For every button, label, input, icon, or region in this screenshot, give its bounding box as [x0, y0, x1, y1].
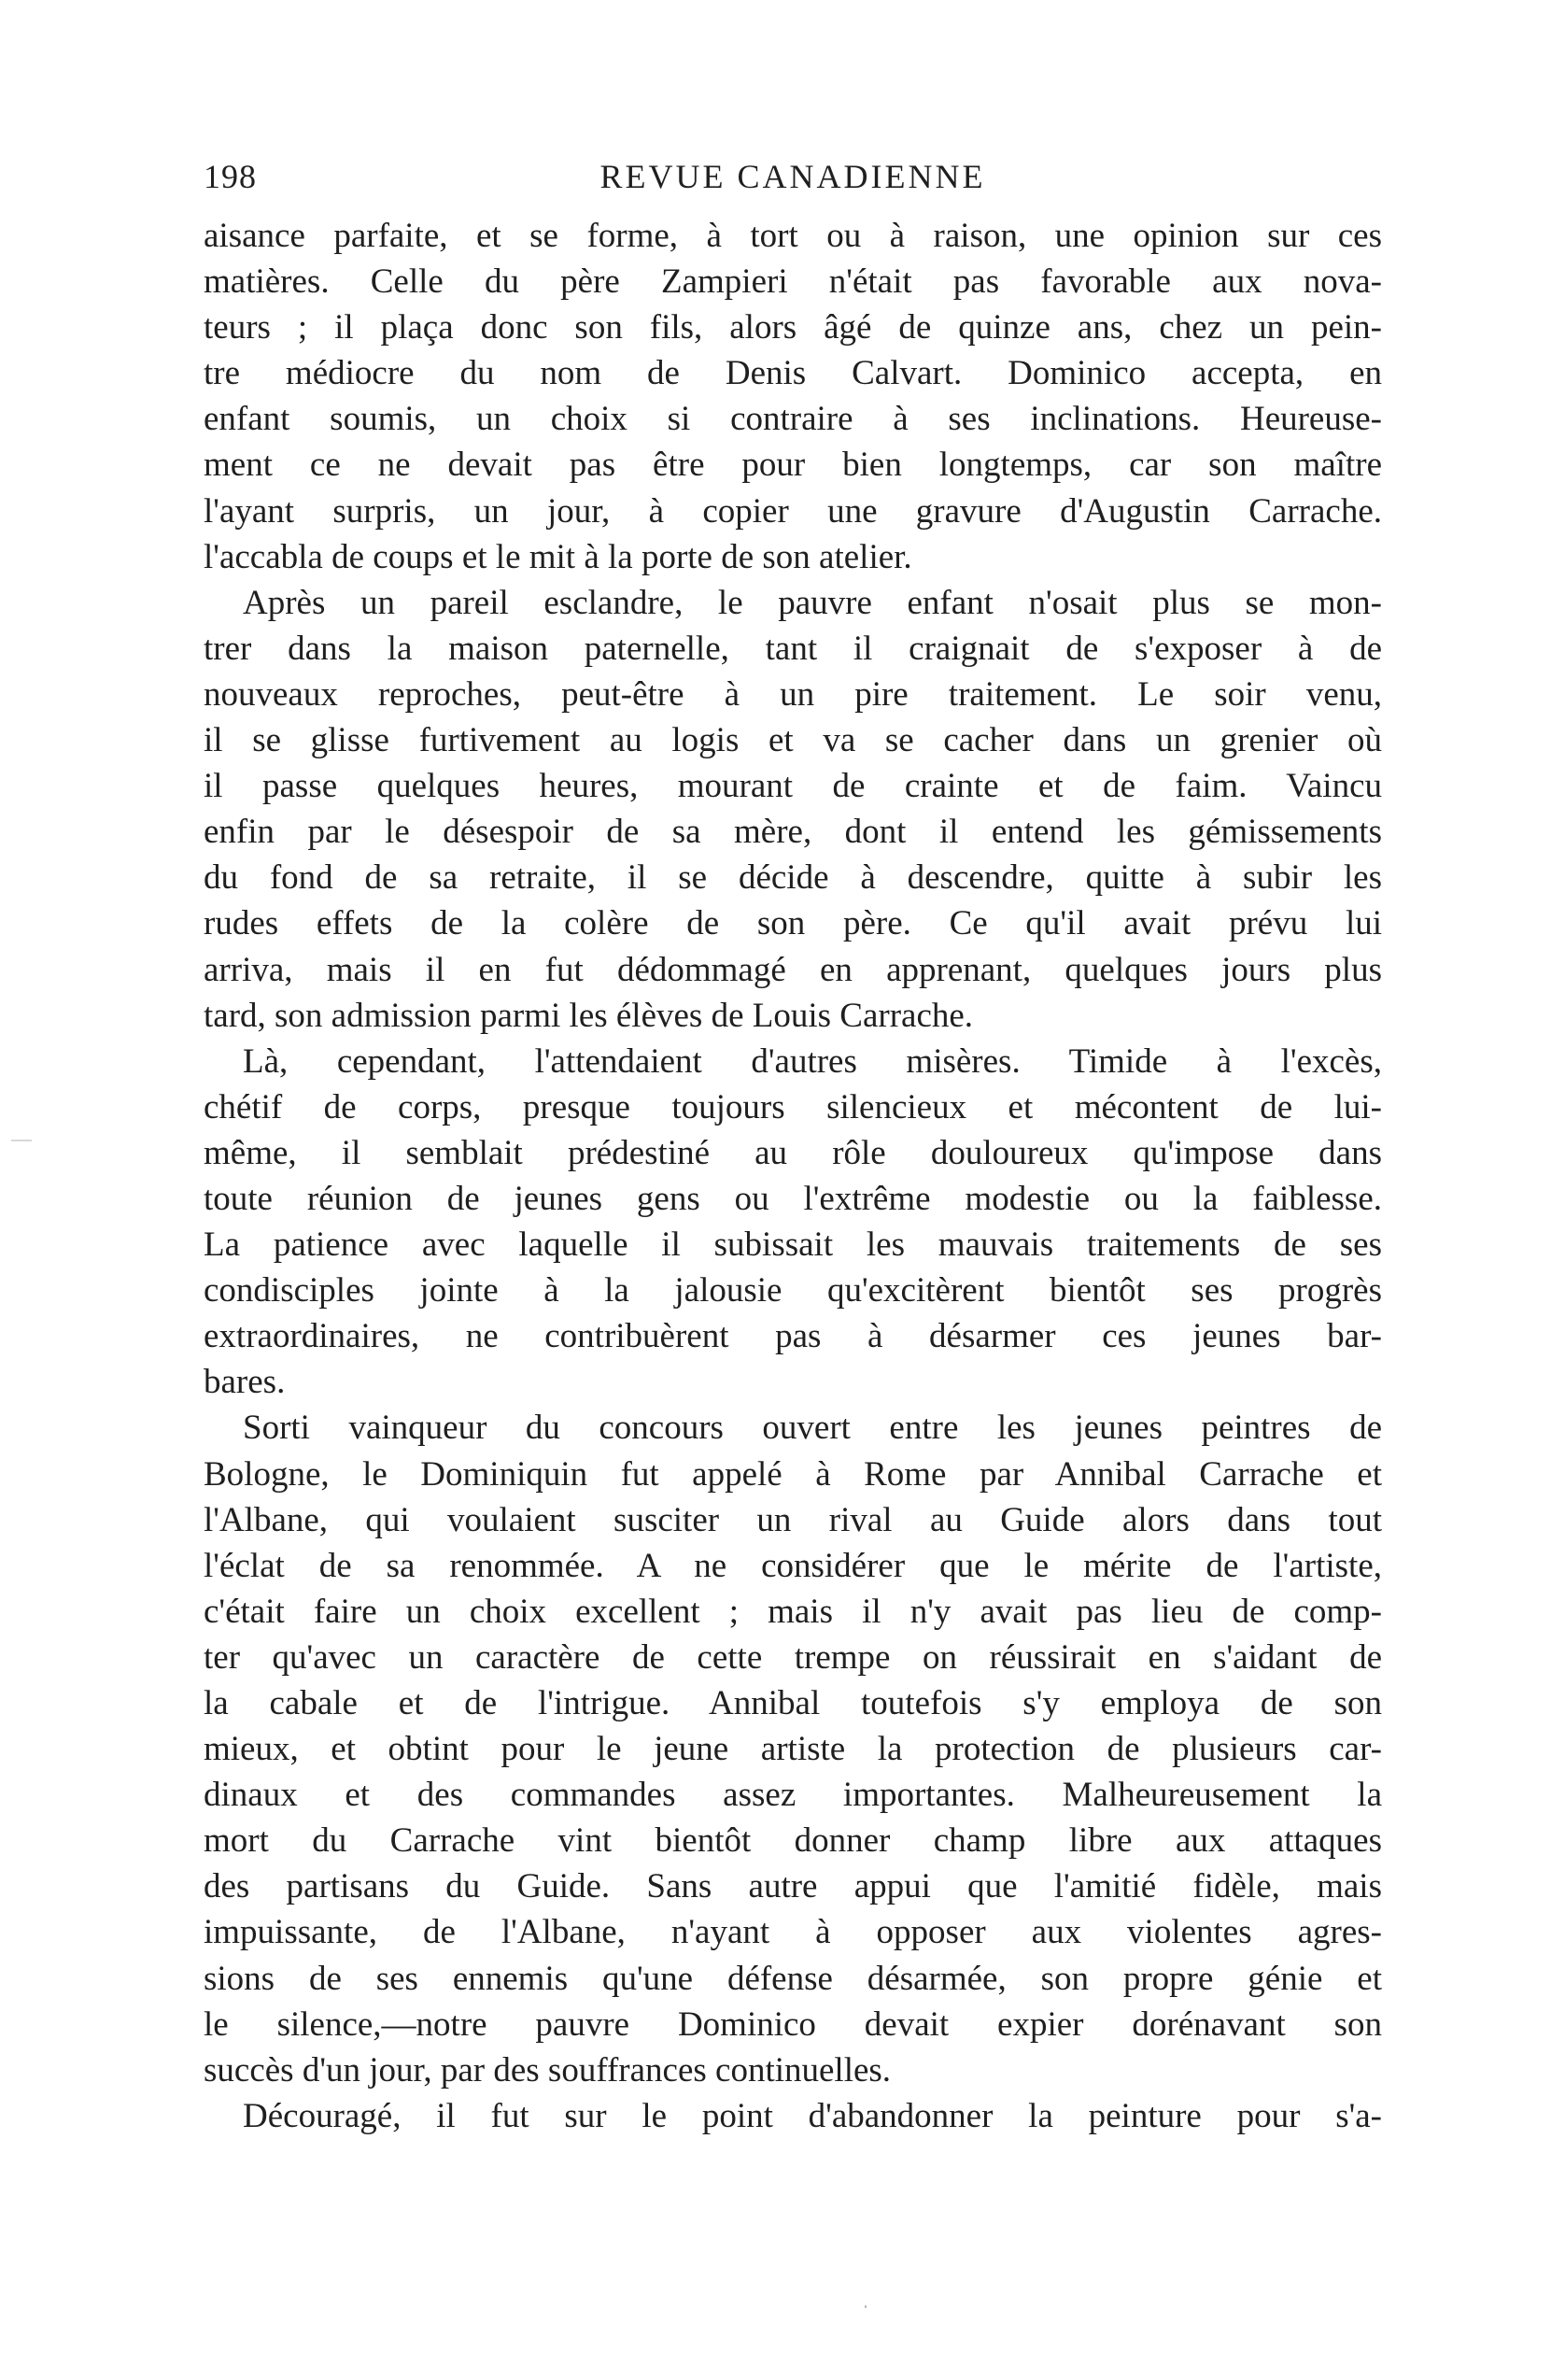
text-line: Sorti vainqueur du concours ouvert entre les jeunes peintres de — [243, 1409, 1382, 1448]
text-line: Découragé, il fut sur le point d'abandonner la peinture pour s'a- — [243, 2096, 1382, 2135]
text-line: tard, son admission parmi les élèves de Louis Carrache. — [204, 996, 974, 1035]
text-line: ter qu'avec un caractère de cette trempe on réussirait en s'aidant de — [204, 1637, 1382, 1677]
running-title: REVUE CANADIENNE — [599, 158, 986, 195]
text-line: teurs ; il plaça donc son fils, alors âgé de quinze ans, chez un pein- — [204, 308, 1382, 347]
text-line: l'ayant surpris, un jour, à copier une gravure d'Augustin Carrache. — [204, 491, 1382, 531]
text-line: extraordinaires, ne contribuèrent pas à désarmer ces jeunes bar- — [204, 1317, 1382, 1356]
text-line: La patience avec laquelle il subissait les mauvais traitements de ses — [204, 1225, 1382, 1265]
scan-speck — [865, 2305, 867, 2308]
page-number: 198 — [204, 158, 257, 195]
text-line: ment ce ne devait pas être pour bien longtemps, car son maître — [204, 446, 1382, 485]
text-line: du fond de sa retraite, il se décide à descendre, quitte à subir les — [204, 858, 1382, 898]
text-line: sions de ses ennemis qu'une défense désarmée, son propre génie et — [204, 1959, 1382, 1998]
text-line: trer dans la maison paternelle, tant il craignait de s'exposer à de — [204, 629, 1382, 668]
text-line: impuissante, de l'Albane, n'ayant à opposer aux violentes agres- — [204, 1913, 1382, 1952]
text-line: tre médiocre du nom de Denis Calvart. Dominico accepta, en — [204, 354, 1382, 393]
text-line: chétif de corps, presque toujours silencieux et mécontent de lui- — [204, 1087, 1382, 1126]
text-line: dinaux et des commandes assez importantes. Malheureusement la — [204, 1776, 1382, 1815]
text-line: des partisans du Guide. Sans autre appui que l'amitié fidèle, mais — [204, 1867, 1382, 1906]
text-line: même, il semblait prédestiné au rôle douloureux qu'impose dans — [204, 1133, 1382, 1172]
text-line: Bologne, le Dominiquin fut appelé à Rome par Annibal Carrache et — [204, 1454, 1382, 1494]
text-line: la cabale et de l'intrigue. Annibal toutefois s'y employa de son — [204, 1684, 1382, 1722]
text-line: enfin par le désespoir de sa mère, dont il entend les gémissements — [204, 813, 1382, 852]
text-line: nouveaux reproches, peut-être à un pire traitement. Le soir venu, — [204, 674, 1382, 714]
text-line: Là, cependant, l'attendaient d'autres misères. Timide à l'excès, — [243, 1041, 1382, 1081]
body-text — [204, 213, 1382, 2139]
text-line: mieux, et obtint pour le jeune artiste la protection de plusieurs car- — [204, 1730, 1382, 1769]
text-line: aisance parfaite, et se forme, à tort ou à raison, une opinion sur ces — [204, 217, 1382, 255]
text-line: c'était faire un choix excellent ; mais il n'y avait pas lieu de comp- — [204, 1592, 1382, 1631]
text-line: il se glisse furtivement au logis et va se cacher dans un grenier où — [204, 721, 1382, 760]
text-line: matières. Celle du père Zampieri n'était pas favorable aux nova- — [204, 262, 1382, 302]
text-line: Après un pareil esclandre, le pauvre enfant n'osait plus se mon- — [243, 583, 1382, 622]
text-line: toute réunion de jeunes gens ou l'extrême modestie ou la faiblesse. — [204, 1179, 1382, 1218]
text-line: enfant soumis, un choix si contraire à ses inclinations. Heureuse- — [204, 400, 1382, 439]
text-line: l'accabla de coups et le mit à la porte de son atelier. — [204, 537, 912, 576]
text-line: l'Albane, qui voulaient susciter un rival au Guide alors dans tout — [204, 1500, 1382, 1539]
text-line: bares. — [204, 1363, 286, 1402]
text-line: il passe quelques heures, mourant de crainte et de faim. Vaincu — [204, 767, 1382, 806]
page-header — [204, 157, 1382, 202]
text-line: mort du Carrache vint bientôt donner champ libre aux attaques — [204, 1821, 1382, 1861]
scan-speck — [11, 1140, 32, 1141]
text-line: succès d'un jour, par des souffrances continuelles. — [204, 2050, 892, 2090]
text-line: condisciples jointe à la jalousie qu'excitèrent bientôt ses progrès — [204, 1271, 1382, 1310]
text-line: rudes effets de la colère de son père. Ce qu'il avait prévu lui — [204, 904, 1382, 943]
text-line: arriva, mais il en fut dédommagé en apprenant, quelques jours plus — [204, 950, 1382, 989]
text-line: l'éclat de sa renommée. A ne considérer que le mérite de l'artiste, — [204, 1546, 1382, 1585]
text-line: le silence,—notre pauvre Dominico devait expier dorénavant son — [204, 2005, 1382, 2044]
